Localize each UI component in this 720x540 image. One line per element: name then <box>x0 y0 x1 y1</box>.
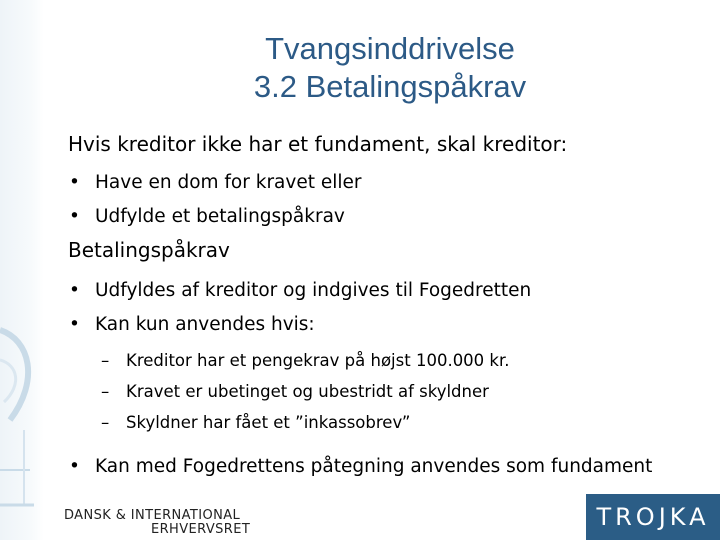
trojka-logo <box>586 494 720 540</box>
slide-title <box>60 30 720 106</box>
bullet-icon: • <box>69 280 80 301</box>
heading-betalingspaakrav: Betalingspåkrav <box>68 238 230 262</box>
list-item <box>68 274 700 308</box>
sub-list-item-text: Skyldner har fået et ”inkassobrev” <box>126 413 411 432</box>
sub-list-item <box>68 407 700 438</box>
title-line-1: Tvangsinddrivelse <box>265 31 515 66</box>
bullet-icon: • <box>69 456 80 477</box>
slide-body <box>68 130 700 484</box>
sub-list-item <box>68 376 700 407</box>
title-line-2: 3.2 Betalingspåkrav <box>253 69 527 104</box>
bullet-icon: • <box>69 206 80 227</box>
list-item <box>68 200 700 234</box>
publisher-logo <box>64 509 250 537</box>
publisher-line-1: DANSK & INTERNATIONAL <box>64 508 241 523</box>
sub-list-item-text: Kreditor har et pengekrav på højst 100.000 kr. <box>126 351 510 370</box>
list-item-text: Have en dom for kravet eller <box>95 172 362 193</box>
dash-icon: – <box>101 382 110 401</box>
list-item <box>68 166 700 200</box>
list-item-text: Udfylde et betalingspåkrav <box>95 206 345 227</box>
dash-icon: – <box>101 351 110 370</box>
bullet-icon: • <box>69 172 80 193</box>
list-item <box>68 308 700 342</box>
bullet-list-2 <box>68 274 700 342</box>
bullet-list-3 <box>68 450 700 484</box>
publisher-line-2: ERHVERVSRET <box>151 522 251 537</box>
bullet-list-1 <box>68 166 700 234</box>
brand-label: TROJKA <box>596 503 710 531</box>
list-item-text: Kan kun anvendes hvis: <box>95 314 315 335</box>
justice-scale-watermark <box>0 0 60 540</box>
sub-list-item-text: Kravet er ubetinget og ubestridt af skyldner <box>126 382 489 401</box>
dash-icon: – <box>101 413 110 432</box>
sub-list-item <box>68 345 700 376</box>
bullet-icon: • <box>69 314 80 335</box>
list-item-text: Kan med Fogedrettens påtegning anvendes som fundament <box>95 456 653 477</box>
list-item-text: Udfyldes af kreditor og indgives til Fogedretten <box>95 280 532 301</box>
list-item <box>68 450 700 484</box>
heading-fundament: Hvis kreditor ikke har et fundament, skal kreditor: <box>68 132 568 156</box>
conditions-sublist <box>68 345 700 438</box>
